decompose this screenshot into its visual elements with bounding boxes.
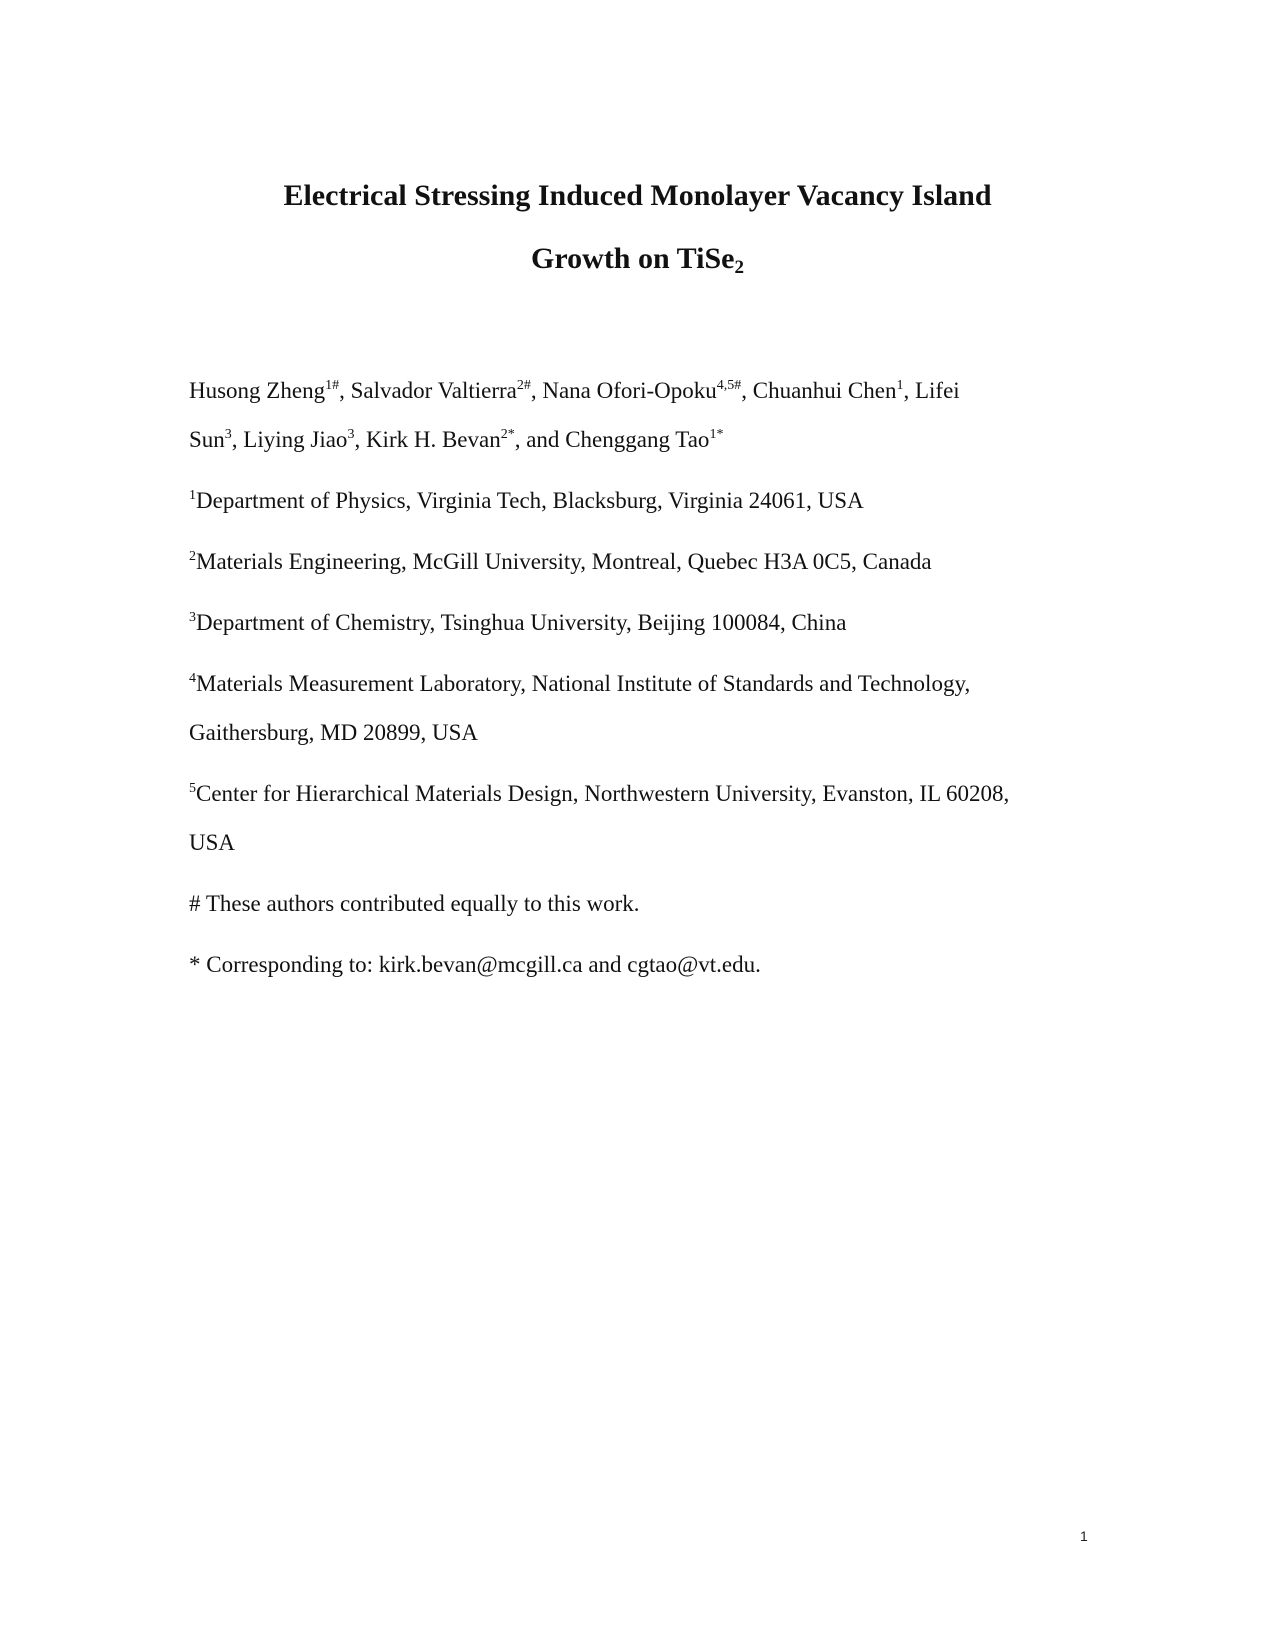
author-name: Chuanhui Chen [752, 378, 897, 403]
author-affiliation-mark: 1* [709, 427, 724, 442]
page-number: 1 [1080, 1528, 1088, 1544]
affiliation-2 [189, 548, 1089, 576]
author-name: Kirk H. Bevan [365, 427, 501, 452]
author-separator: , [903, 378, 915, 403]
author-separator: , [741, 378, 753, 403]
author-separator: , [231, 427, 244, 452]
affiliation-1 [189, 487, 1089, 515]
author-name: Lifei [914, 378, 960, 403]
title-subscript: 2 [734, 257, 744, 278]
author-affiliation-mark: 1 [896, 378, 904, 393]
affiliation-text: Materials Engineering, McGill University, Montreal, Quebec H3A 0C5, Canada [196, 549, 932, 574]
affiliation-text: Department of Physics, Virginia Tech, Blacksburg, Virginia 24061, USA [196, 488, 864, 513]
affiliation-5 [189, 780, 1089, 808]
author-affiliation-mark: 4,5# [716, 378, 742, 393]
affiliation-5-continued: USA [189, 830, 236, 855]
author-separator: , and [514, 427, 566, 452]
author-name: Husong Zheng [189, 378, 326, 403]
title-text: Growth on TiSe [531, 242, 735, 275]
affiliation-number: 5 [189, 781, 196, 796]
corresponding-author-note: * Corresponding to: kirk.bevan@mcgill.ca and cgtao@vt.edu. [189, 952, 761, 977]
affiliation-text: Department of Chemistry, Tsinghua University, Beijing 100084, China [196, 610, 847, 635]
paper-title-line-1: Electrical Stressing Induced Monolayer Vacancy Island [283, 179, 992, 212]
author-list-line-2 [189, 426, 1089, 454]
author-affiliation-mark: 2* [500, 427, 515, 442]
author-name: Salvador Valtierra [350, 378, 517, 403]
affiliation-number: 1 [189, 488, 196, 503]
equal-contribution-note: # These authors contributed equally to this work. [189, 891, 640, 916]
author-affiliation-mark: 3 [347, 427, 355, 442]
affiliation-3 [189, 609, 1089, 637]
affiliation-text: Center for Hierarchical Materials Design, Northwestern University, Evanston, IL 60208, [196, 781, 1010, 806]
author-separator: , [530, 378, 543, 403]
affiliation-text: Materials Measurement Laboratory, National Institute of Standards and Technology, [196, 671, 971, 696]
author-name: Liying Jiao [243, 427, 348, 452]
affiliation-number: 3 [189, 610, 196, 625]
affiliation-number: 4 [189, 671, 196, 686]
author-affiliation-mark: 3 [224, 427, 232, 442]
affiliation-4-continued: Gaithersburg, MD 20899, USA [189, 720, 478, 745]
paper-title-line-2 [0, 241, 1275, 277]
author-affiliation-mark: 1# [325, 378, 340, 393]
author-list-line-1 [189, 377, 1089, 405]
affiliation-4 [189, 670, 1089, 698]
author-name: Nana Ofori-Opoku [542, 378, 717, 403]
author-name: Chenggang Tao [565, 427, 710, 452]
author-name: Sun [189, 427, 225, 452]
author-separator: , [354, 427, 366, 452]
author-separator: , [339, 378, 351, 403]
author-affiliation-mark: 2# [516, 378, 531, 393]
affiliation-number: 2 [189, 549, 196, 564]
